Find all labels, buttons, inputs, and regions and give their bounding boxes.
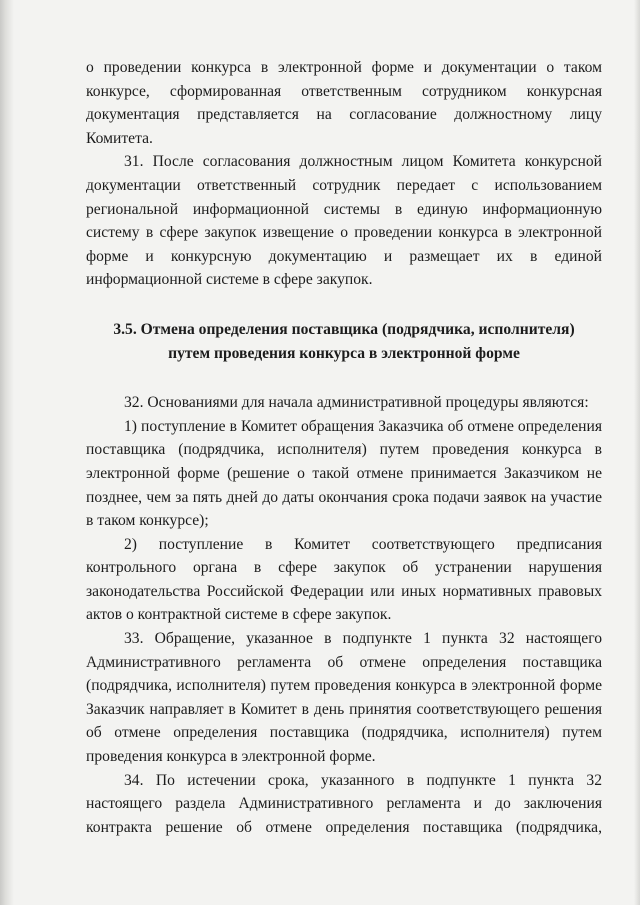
paragraph-32-item-1: 1) поступление в Комитет обращения Заказчика об отмене определения поставщика (подрядчика, исполнителя) путем проведения конкурса в электронной форме (решение о такой отмене принимается Заказчиком не позднее, чем за пять дней до даты окончания срока подачи заявок на участие в таком конкурсе); xyxy=(86,417,602,530)
section-heading xyxy=(86,318,602,365)
paragraph-34: 34. По истечении срока, указанного в подпункте 1 пункта 32 настоящего раздела Административного регламента и до заключения контракта решение об отмене определения поставщика (подрядчика, xyxy=(86,771,602,836)
section-heading-line-2: путем проведения конкурса в электронной форме xyxy=(168,344,520,362)
paragraph-32: 32. Основаниями для начала административной процедуры являются: xyxy=(124,394,589,412)
paragraph-33: 33. Обращение, указанное в подпункте 1 пункта 32 настоящего Административного регламента об отмене определения поставщика (подрядчика, исполнителя) путем проведения конкурса в электронной форме Заказчик направляет в Комитет в день принятия соответствующего решения об отмене определения поставщика (подрядчика, исполнителя) путем проведения конкурса в электронной форме. xyxy=(86,630,602,766)
document-page xyxy=(86,56,602,839)
paragraph-31: 31. После согласования должностным лицом Комитета конкурсной документации ответственный сотрудник передает с использованием региональной информационной системы в единую информационную систему в сфере закупок извещение о проведении конкурса в электронной форме и конкурсную документацию и размещает их в единой информационной системе в сфере закупок. xyxy=(86,153,602,289)
scan-right-edge xyxy=(634,0,640,905)
scan-left-edge xyxy=(0,0,14,905)
paragraph-32-item-2: 2) поступление в Комитет соответствующего предписания контрольного органа в сфере закупок об устранении нарушения законодательства Российской Федерации или иных нормативных правовых актов о контрактной системе в сфере закупок. xyxy=(86,535,602,624)
paragraph-continuation: о проведении конкурса в электронной форме и документации о таком конкурсе, сформированная ответственным сотрудником конкурсная документация представляется на согласование должностному лицу Комитета. xyxy=(86,59,602,147)
section-heading-line-1: 3.5. Отмена определения поставщика (подрядчика, исполнителя) xyxy=(113,320,575,338)
